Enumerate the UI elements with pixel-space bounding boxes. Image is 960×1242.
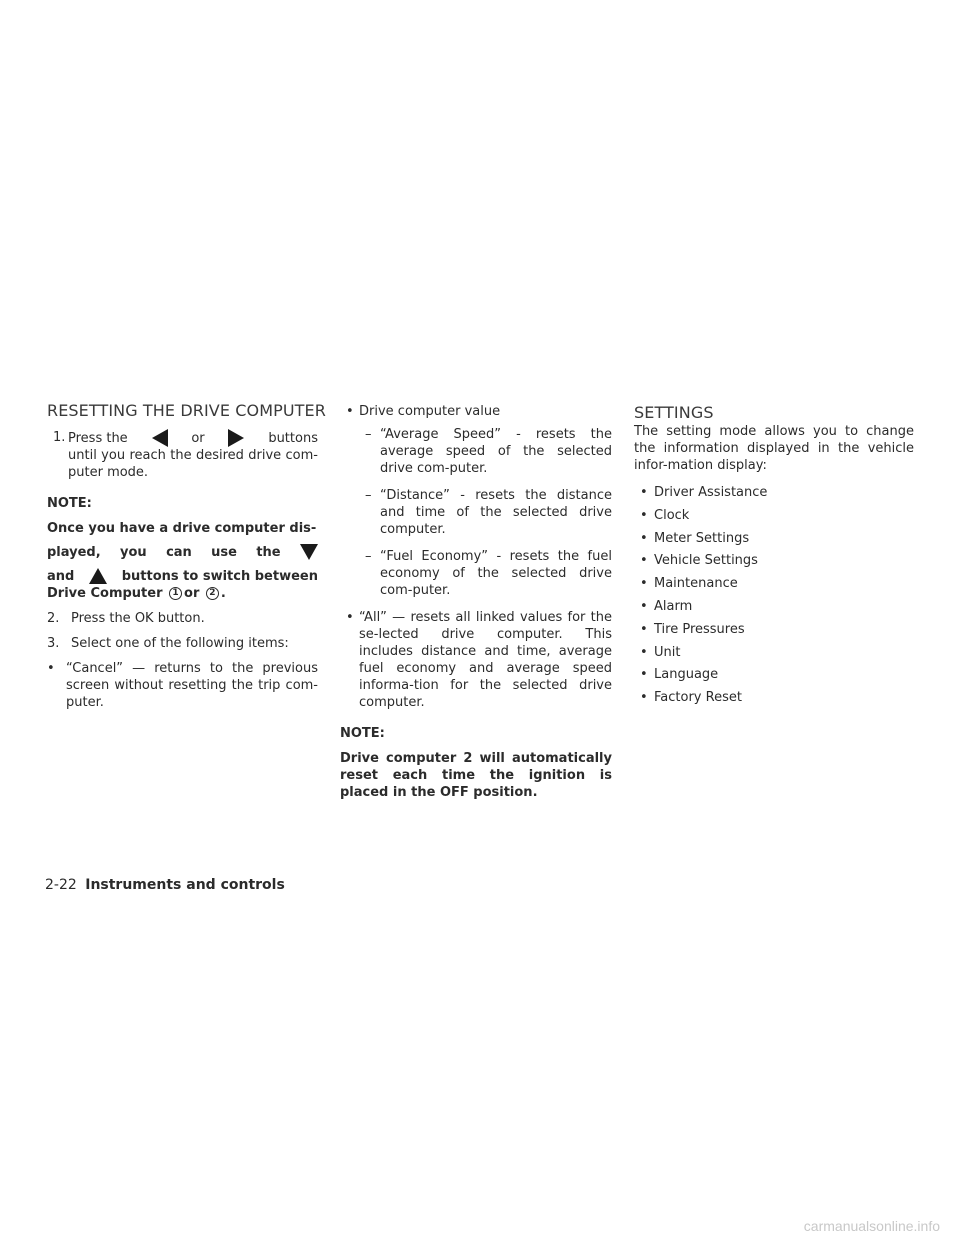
sub-item-distance: – “Distance” - resets the distance and time of the selected drive computer.	[365, 488, 612, 537]
step-3: 3. Select one of the following items:	[47, 636, 289, 651]
note-heading: NOTE:	[47, 496, 92, 511]
arrow-left-icon	[151, 429, 169, 447]
list-item: • Unit	[640, 644, 681, 660]
list-item: • Maintenance	[640, 576, 738, 592]
sub-item-average-speed: – “Average Speed” - resets the average speed of the selected drive com-puter.	[365, 427, 612, 476]
arrow-up-icon	[89, 567, 107, 585]
step-1: 1. Press the or buttons until you reach the desired drive com-puter mode.	[53, 430, 318, 480]
section-title-resetting: RESETTING THE DRIVE COMPUTER	[47, 401, 326, 420]
list-item: • Tire Pressures	[640, 621, 745, 637]
step-2: 2. Press the OK button.	[47, 611, 205, 626]
arrow-right-icon	[227, 429, 245, 447]
note-heading-2: NOTE:	[340, 726, 385, 741]
section-title-settings: SETTINGS	[634, 403, 714, 422]
list-item: • Meter Settings	[640, 530, 750, 546]
list-item: • Alarm	[640, 598, 693, 614]
arrow-down-icon	[300, 543, 318, 561]
list-item-all: • “All” — resets all linked values for the se-lected drive computer. This includes distance and time, average fuel economy and average speed informa-tion for the selected drive computer.	[346, 610, 612, 710]
step-1-text: until you reach the desired drive com-puter mode.	[68, 448, 318, 480]
list-item: • Factory Reset	[640, 690, 742, 706]
chapter-title: Instruments and controls	[85, 877, 285, 893]
left-column	[47, 401, 326, 711]
list-item-drive-computer-value: • Drive computer value	[346, 404, 501, 419]
list-item: • Language	[640, 667, 719, 683]
settings-intro: The setting mode allows you to change the information displayed in the vehicle infor-mation display:	[634, 424, 914, 473]
settings-list	[634, 484, 914, 706]
list-item: • Clock	[640, 507, 690, 523]
step-number: 1.	[53, 430, 66, 445]
note-text-2: Drive computer 2 will automatically reset each time the ignition is placed in the OFF position.	[340, 751, 612, 800]
note-block: Once you have a drive computer dis- played, you can use the and buttons to switch between Drive Computer 1 or 2 .	[47, 521, 318, 601]
watermark: carmanualsonline.info	[803, 1218, 940, 1234]
circled-number-1: 1	[169, 587, 182, 600]
circled-number-2: 2	[206, 587, 219, 600]
sub-item-fuel-economy: – “Fuel Economy” - resets the fuel economy of the selected drive com-puter.	[365, 549, 612, 598]
list-item: • Vehicle Settings	[640, 553, 758, 569]
page-number: 2-22	[45, 877, 77, 893]
middle-column	[340, 403, 612, 801]
list-item-cancel: • “Cancel” — returns to the previous screen without resetting the trip com-puter.	[47, 661, 318, 710]
page-footer	[45, 876, 285, 894]
list-item: • Driver Assistance	[640, 485, 768, 500]
right-column	[634, 403, 914, 712]
